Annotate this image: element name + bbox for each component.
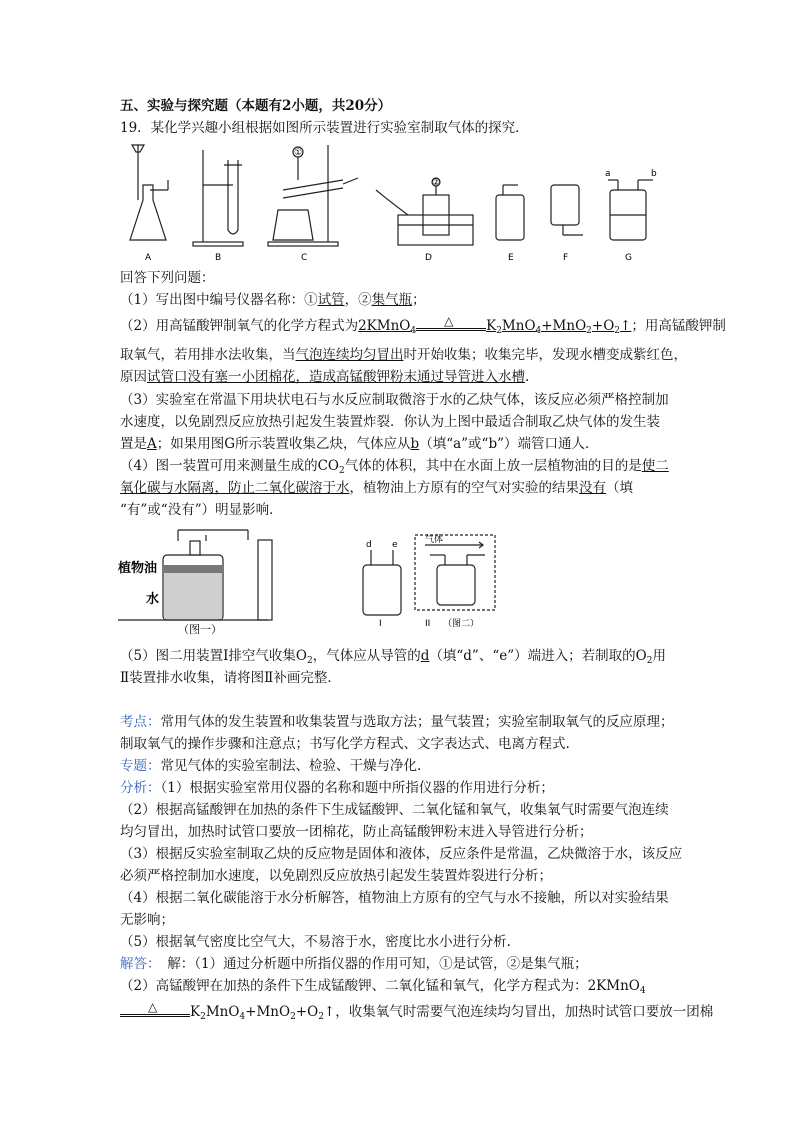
bottle-II-label: II: [425, 619, 431, 629]
q2-line-2: 取氧气，若用排水法收集，当气泡连续均匀冒出时开始收集；收集完毕，发现水槽变成紫红色，: [120, 347, 687, 363]
gas-label: 气体: [425, 535, 444, 545]
fenxi-line-1: 分析：（1）根据实验室常用仪器的名称和题中所指仪器的作用进行分析；: [120, 780, 554, 796]
label-C: C: [301, 253, 308, 263]
kaodian-line-1: 考点：常用气体的发生装置和收集装置与选取方法；量气装置；实验室制取氧气的反应原理；: [120, 714, 674, 730]
figure-one: [118, 525, 288, 635]
jieda-line-3: △ $K_2MnO_4+MnO_2+O_2↑$，收集氧气时需要气泡连续均匀冒出，加热时试管口要放一团棉: [120, 1002, 713, 1022]
tube-e-label: e: [392, 540, 398, 550]
figure-two: [355, 530, 505, 630]
marker-2: ②: [432, 178, 441, 188]
q4-line-1: （4）图一装置可用来测量生成的$CO_2$气体的体积，其中在水面上放一层植物油的目的是使二: [120, 458, 669, 476]
label-F: F: [563, 253, 569, 263]
q3-line-3: 置是A；如果用图G所示装置收集乙炔，气体应从b（填“a”或“b”）端管口通人．: [120, 436, 599, 452]
fenxi-line-6: （4）根据二氧化碳能溶于水分析解答，植物油上方原有的空气与水不接触，所以对实验结果: [120, 890, 669, 906]
fenxi-line-4: （3）根据反实验室制取乙炔的反应物是固体和液体，反应条件是常温，乙炔微溶于水，该反应: [120, 846, 683, 862]
fenxi-line-5: 必须严格控制加水速度，以免剧烈反应放热引起发生装置炸裂进行分析；: [120, 868, 552, 884]
equation-left: 2KMnO$_4$: [358, 318, 417, 336]
q3-line-1: （3）实验室在常温下用块状电石与水反应制取微溶于水的乙炔气体，该反应必须严格控制加: [120, 392, 669, 408]
oil-label: 植物油: [118, 561, 158, 576]
label-G: G: [625, 253, 632, 263]
figure-one-caption: （图一）: [178, 623, 222, 635]
q4-line-2: 氧化碳与水隔离，防止二氧化碳溶于水，植物油上方原有的空气对实验的结果没有（填: [120, 480, 633, 496]
fenxi-line-8: （5）根据氧气密度比空气大，不易溶于水，密度比水小进行分析.: [120, 934, 511, 950]
tube-d-label: d: [366, 540, 372, 550]
apparatus-figure: [118, 140, 678, 265]
q4-line-3: “有”或“没有”）明显影响．: [120, 502, 283, 518]
label-E: E: [508, 253, 514, 263]
q2-line-3: 原因试管口没有塞一小团棉花，造成高锰酸钾粉末通过导管进入水槽.: [120, 369, 530, 385]
q2-line-1: （2）用高锰酸钾制氧气的化学方程式为2KMnO$_4$ △ $K_2MnO_4+MnO_2+O_2↑$；用高锰酸钾制: [120, 313, 726, 336]
figure-two-caption: （图二）: [443, 619, 480, 629]
fenxi-line-7: 无影响；: [120, 912, 174, 928]
label-A: A: [145, 253, 152, 263]
tube-a-label: a: [605, 169, 611, 179]
jieda-line-2: （2）高锰酸钾在加热的条件下生成锰酸钾、二氧化锰和氧气，化学方程式为：2KMnO$_4$: [120, 978, 646, 996]
q5-line-1: （5）图二用装置Ⅰ排空气收集$O_2$，气体应从导管的d（填“d”、“e”）端进入；若制取的$O_2$用: [120, 648, 666, 666]
q5-line-2: Ⅱ装置排水收集，请将图Ⅱ补画完整．: [120, 670, 341, 686]
label-D: D: [425, 253, 432, 263]
q1-line: （1）写出图中编号仪器名称：①试管，②集气瓶；: [120, 292, 426, 308]
q3-line-2: 水速度，以免剧烈反应放热引起发生装置炸裂．你认为上图中最适合制取乙炔气体的发生装: [120, 414, 660, 430]
bottle-I-label: I: [379, 619, 382, 629]
water-label: 水: [146, 592, 160, 607]
marker-1: ①: [294, 148, 303, 158]
label-B: B: [215, 253, 222, 263]
equation-right: $K_2MnO_4+MnO_2+O_2↑$: [486, 318, 632, 336]
answer-1a: 试管: [317, 292, 345, 308]
kaodian-line-2: 制取氧气的操作步骤和注意点；书写化学方程式、文字表达式、电离方程式.: [120, 736, 570, 752]
tube-b-label: b: [651, 169, 657, 179]
fenxi-line-3: 均匀冒出，加热时试管口要放一团棉花，防止高锰酸钾粉末进入导管进行分析；: [120, 824, 593, 840]
answer-1b: 集气瓶: [371, 292, 413, 308]
section-title: 五、实验与探究题（本题有2小题，共20分）: [120, 98, 392, 114]
answer-intro: 回答下列问题：: [120, 270, 215, 286]
heat-arrow: △: [416, 319, 486, 335]
fenxi-line-2: （2）根据高锰酸钾在加热的条件下生成锰酸钾、二氧化锰和氧气，收集氧气时需要气泡连续: [120, 802, 669, 818]
jieda-line-1: 解答： 解：（1）通过分析题中所指仪器的作用可知，①是试管，②是集气瓶；: [120, 956, 588, 972]
zhuanti-line: 专题：常见气体的实验室制法、检验、干燥与净化.: [120, 758, 422, 774]
question-19-intro: 19．某化学兴趣小组根据如图所示装置进行实验室制取气体的探究．: [120, 120, 529, 136]
